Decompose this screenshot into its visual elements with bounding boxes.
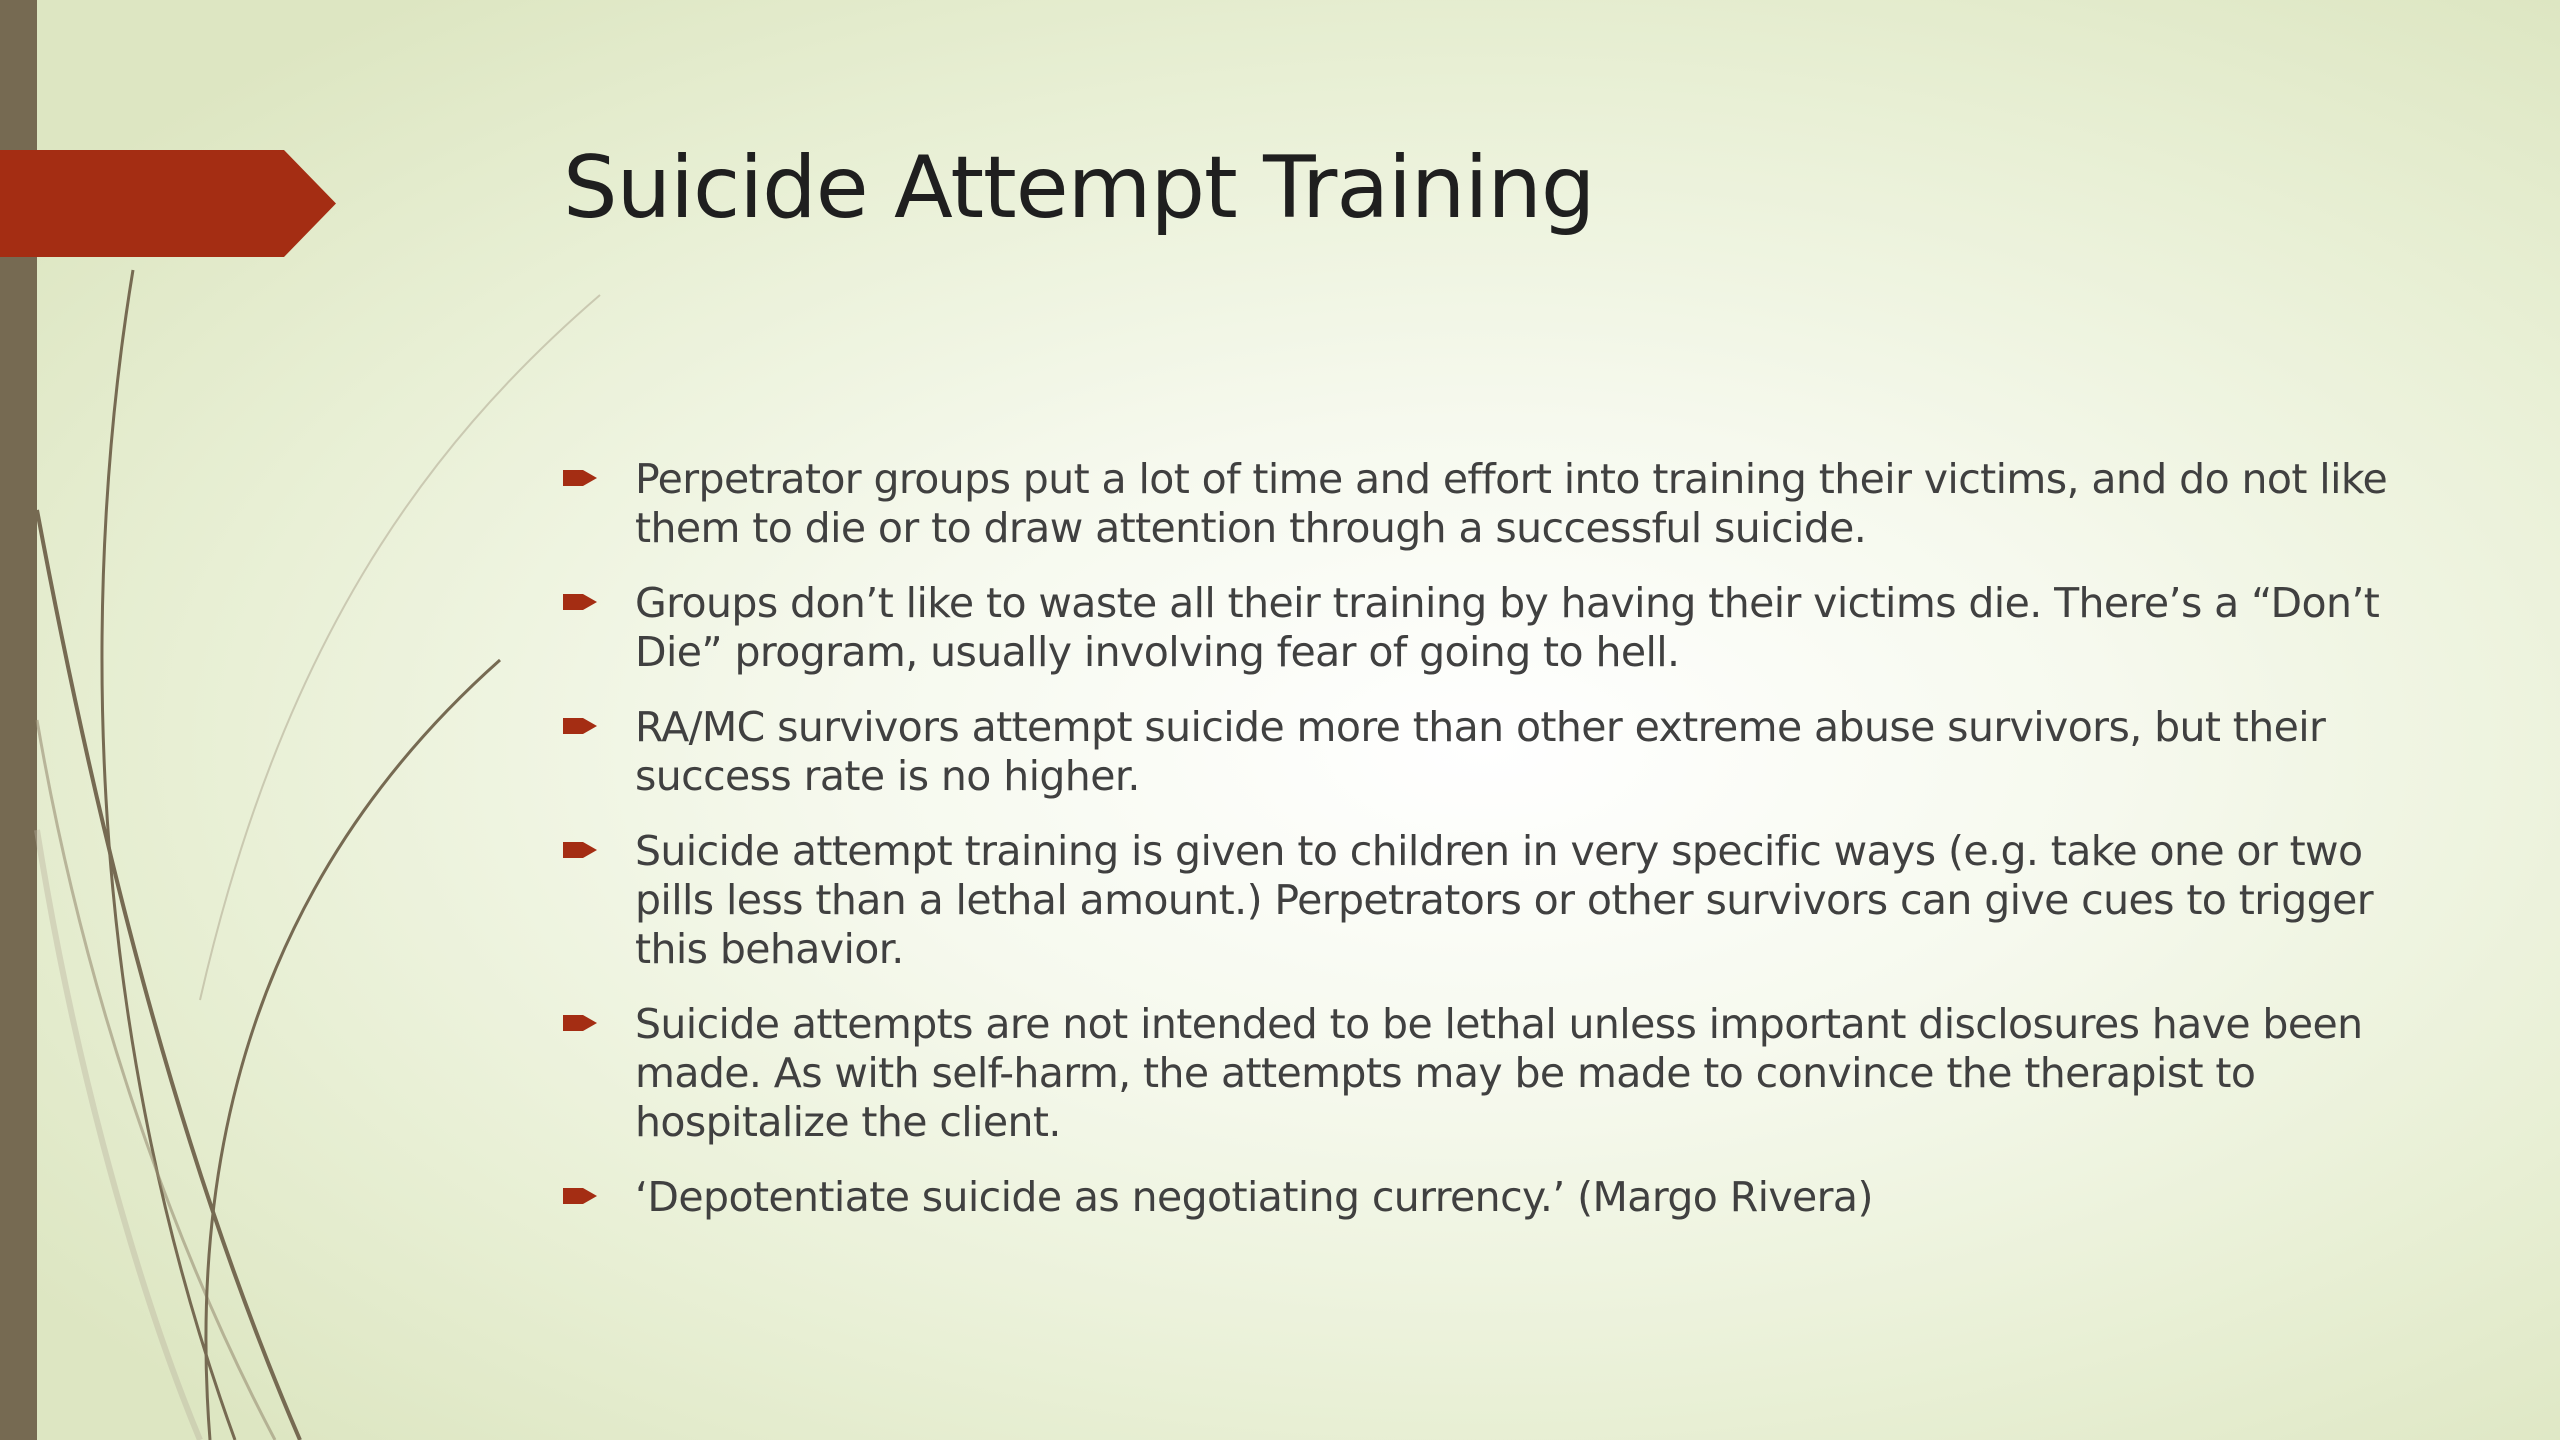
bullet-text: Suicide attempt training is given to children in very specific ways (e.g. take one or two pills less than a lethal amount.) Perpetrators or other survivors can give cues to trigger this behavior.: [635, 827, 2373, 973]
bullet-item: [563, 1173, 2443, 1222]
arrow-bullet-icon: [563, 1185, 599, 1207]
title-arrow-polygon: [0, 150, 336, 257]
title-arrow-shape: [0, 150, 340, 257]
bullet-text: Suicide attempts are not intended to be lethal unless important disclosures have been made. As with self-harm, the attempts may be made to convince the therapist to hospitalize the client.: [635, 1000, 2363, 1146]
bullet-item: [563, 703, 2443, 801]
slide-title: Suicide Attempt Training: [563, 138, 1595, 238]
bullet-text: RA/MC survivors attempt suicide more than other extreme abuse survivors, but their success rate is no higher.: [635, 703, 2326, 800]
arrow-bullet-icon: [563, 715, 599, 737]
arrow-bullet-icon: [563, 467, 599, 489]
bullet-item: [563, 827, 2443, 974]
arrow-bullet-icon: [563, 839, 599, 861]
arrow-bullet-icon: [563, 1012, 599, 1034]
bullet-text: Perpetrator groups put a lot of time and effort into training their victims, and do not like them to die or to draw attention through a successful suicide.: [635, 455, 2388, 552]
bullet-item: [563, 1000, 2443, 1147]
bullet-item: [563, 579, 2443, 677]
bullet-text: ‘Depotentiate suicide as negotiating currency.’ (Margo Rivera): [635, 1173, 1873, 1221]
arrow-bullet-icon: [563, 591, 599, 613]
bullet-text: Groups don’t like to waste all their training by having their victims die. There’s a “Don’t Die” program, usually involving fear of going to hell.: [635, 579, 2380, 676]
bullet-list: [563, 455, 2443, 1248]
bullet-item: [563, 455, 2443, 553]
